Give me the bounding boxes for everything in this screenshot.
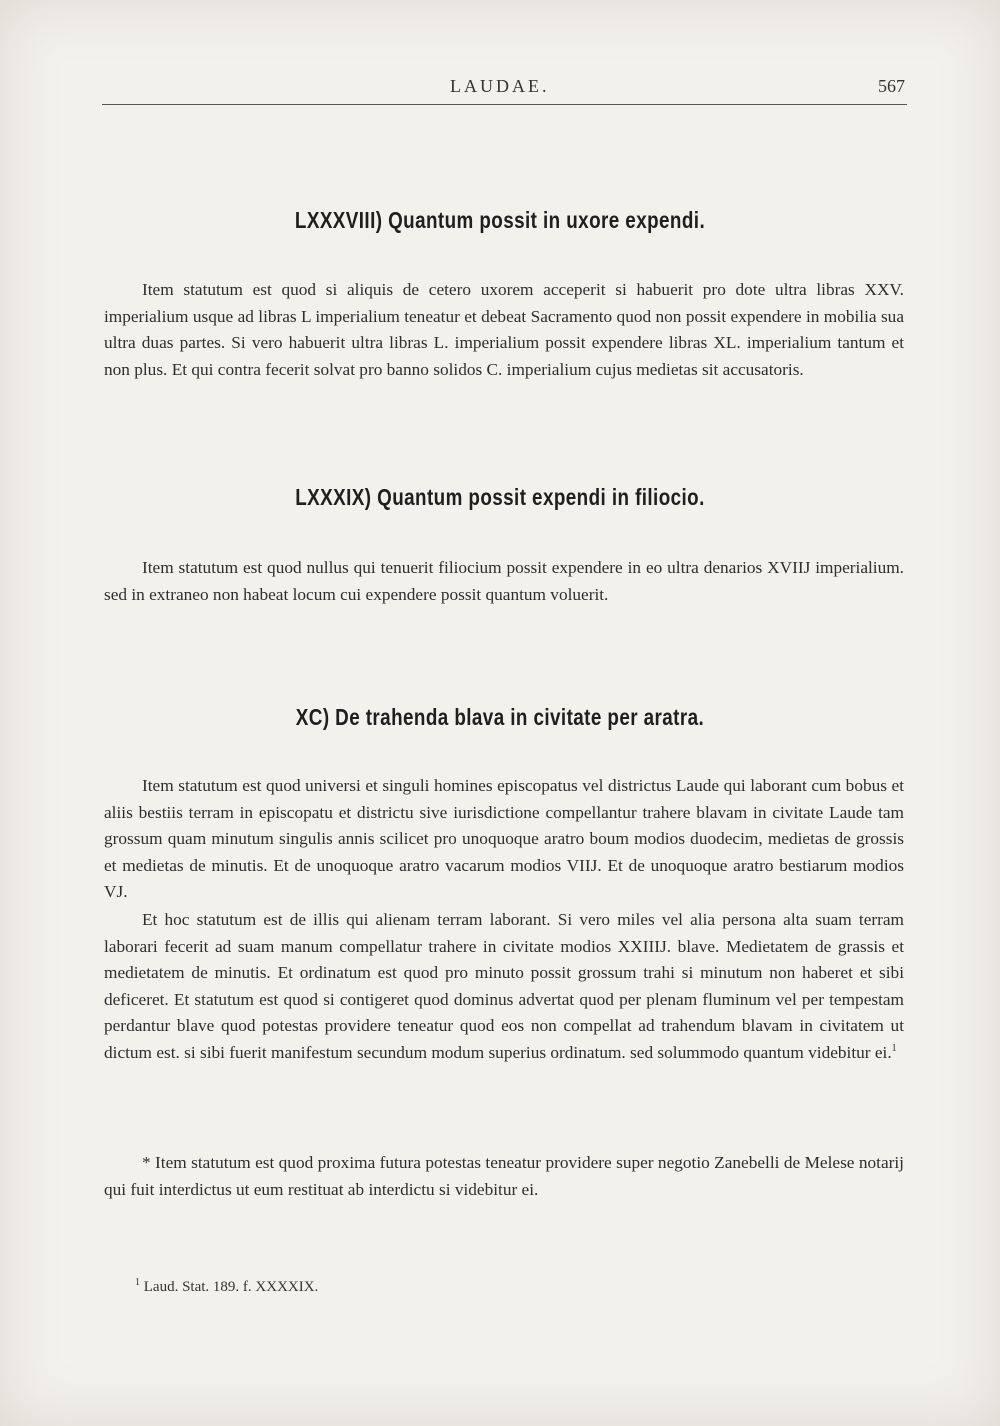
paragraph-text: Et hoc statutum est de illis qui alienam terram laborant. Si vero miles vel alia persona alta suam terram laborari fecerit ad suam manum compellatur trahere in civitate modios XXIIIJ. blave. Medietatem de grassis et medietatem de minutis. Et ordinatum est quod pro minuto possit grossum trahi si minutum non haberet et sibi deficeret. Et statutum est quod si contigeret quod dominus advertat quod per plenam fluminum vel per tempestam perdantur blave quod potestas providere teneatur quod eos non compellat ad trahendum blavam in civitatem ut dictum est. si sibi fuerit manifestum secundum modum superius ordinatum. sed solummodo quantum videbitur ei. [104,910,904,1062]
paragraph-text: Item statutum est quod si aliquis de cetero uxorem acceperit si habuerit pro dote ultra libras XXV. imperialium usque ad libras L imperialium teneatur et debeat Sacramento quod non possit expendere in mobilia sua ultra duas partes. Si vero habuerit ultra libras L. imperialium possit expendere libras XL. imperialium tantum et non plus. Et qui contra fecerit solvat pro banno solidos C. imperialium cujus medietas sit accusatoris. [104,280,904,379]
footnote-text: Laud. Stat. 189. f. XXXXIX. [143,1279,319,1295]
footnote-number: 1 [135,1277,140,1288]
paragraph-xc-1 [104,773,904,906]
paragraph-text: * Item statutum est quod proxima futura potestas teneatur providere super negotio Zanebelli de Melese notarij qui fuit interdictus ut eum restituat ab interdictu si videbitur ei. [104,1153,904,1199]
paragraph-lxxxix [104,555,904,608]
paragraph-text: Item statutum est quod universi et singuli homines episcopatus vel districtus Laude qui laborant cum bobus et aliis bestiis terram in episcopatu et districtu sive iurisdictione compellantur trahere blavam in civitate Laude tam grossum quam minutum singulis annis scilicet pro unoquoque aratro boum modios duodecim, medietas de grossis et medietas de minutis. Et de unoquoque aratro vacarum modios VIIJ. Et de unoquoque aratro bestiarum modios VJ. [104,776,904,901]
paragraph-lxxxviii [104,277,904,383]
footnote-marker: 1 [891,1042,897,1054]
running-head [0,76,1000,100]
header-rule [102,104,907,105]
paragraph-xc-2 [104,907,904,1066]
paragraph-text: Item statutum est quod nullus qui tenuerit filiocium possit expendere in eo ultra denarios XVIIJ imperialium. sed in extraneo non habeat locum cui expendere possit quantum voluerit. [104,558,904,604]
section-heading-lxxxix: LXXXIX) Quantum possit expendi in filiocio. [295,484,705,510]
footnote [135,1279,318,1296]
running-title: LAUDAE. [450,76,550,96]
section-heading-lxxxviii: LXXXVIII) Quantum possit in uxore expendi. [294,207,706,233]
section-heading-xc: XC) De trahenda blava in civitate per aratra. [295,704,705,730]
paragraph-xc-3 [104,1150,904,1203]
page-number: 567 [878,76,905,96]
